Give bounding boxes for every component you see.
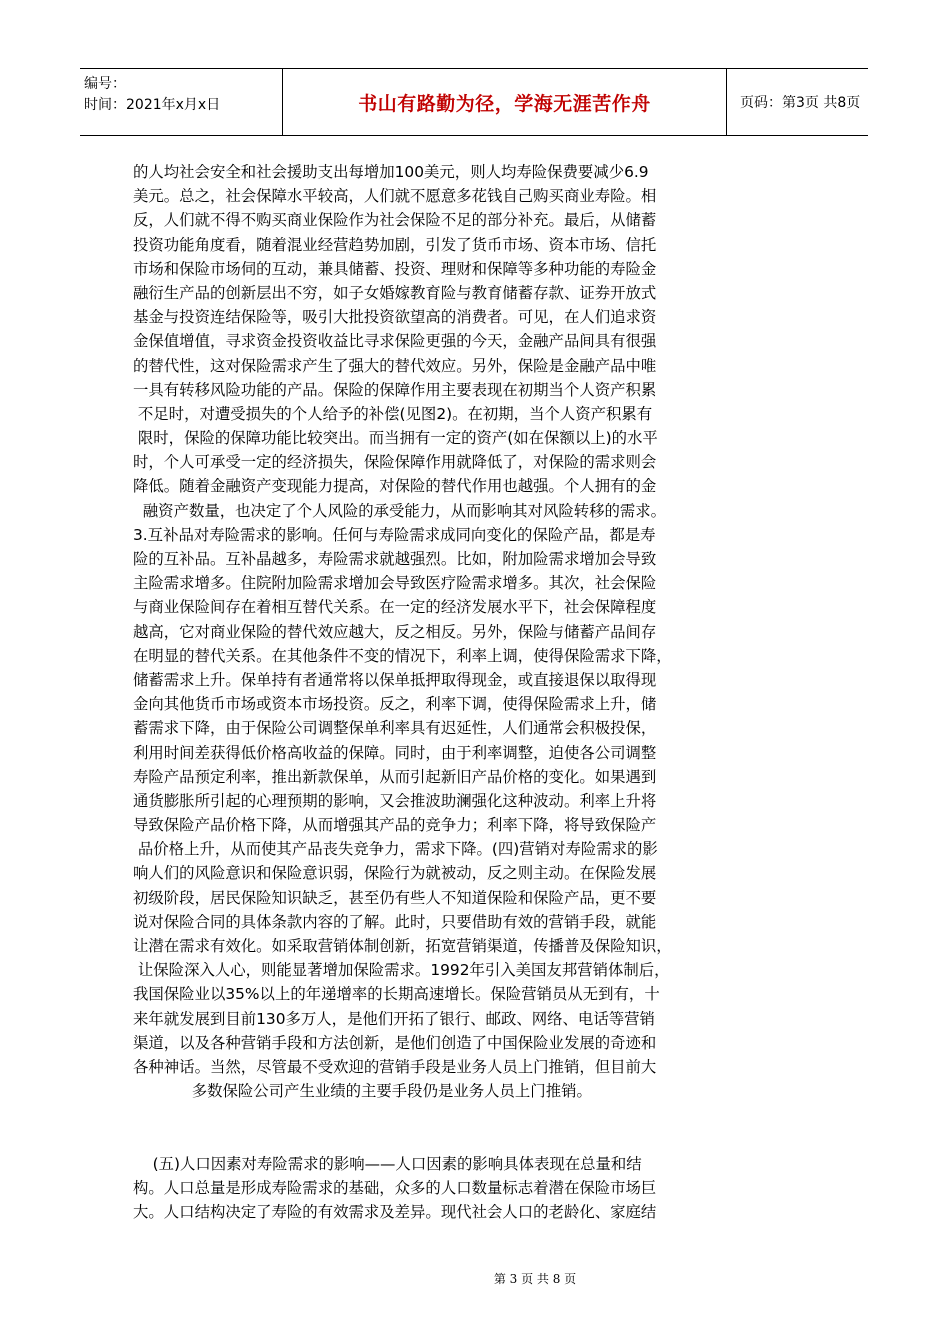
- document-number-label: 编号：: [84, 76, 126, 92]
- text-line: 美元。总之，社会保障水平较高，人们就不愿意多花钱自己购买商业寿险。相: [133, 187, 657, 206]
- text-line: 越高，它对商业保险的替代效应越大，反之相反。另外，保险与储蓄产品间存: [133, 622, 657, 641]
- text-line: 的替代性，这对保险需求产生了强大的替代效应。另外，保险是金融产品中唯: [133, 356, 657, 375]
- header-page-cell: [726, 69, 868, 135]
- text-line: 响人们的风险意识和保险意识弱，保险行为就被动，反之则主动。在保险发展: [133, 864, 657, 883]
- text-line: 融衍生产品的创新层出不穷，如子女婚嫁教育险与教育储蓄存款、证券开放式: [133, 283, 657, 302]
- text-line: 多数保险公司产生业绩的主要手段仍是业务人员上门推销。: [133, 1082, 592, 1101]
- text-line: 来年就发展到目前130多万人，是他们开拓了银行、邮政、网络、电话等营销: [133, 1009, 655, 1028]
- footer-page-number: 第 3 页 共 8 页: [493, 1272, 577, 1286]
- text-line: 时，个人可承受一定的经济损失，保险保障作用就降低了，对保险的需求则会: [133, 453, 657, 472]
- page-header: [80, 68, 868, 136]
- text-line: 融资产数量，也决定了个人风险的承受能力，从而影响其对风险转移的需求。: [133, 501, 667, 520]
- text-line: 基金与投资连结保险等，吸引大批投资欲望高的消费者。可见，在人们追求资: [133, 308, 657, 327]
- text-line: 主险需求增多。住院附加险需求增加会导致医疗险需求增多。其次，社会保险: [133, 574, 657, 593]
- text-line: 降低。随着金融资产变现能力提高，对保险的替代作用也越强。个人拥有的金: [133, 477, 657, 496]
- text-line: 让潜在需求有效化。如采取营销体制创新，拓宽营销渠道，传播普及保险知识，: [133, 937, 672, 955]
- text-line: 在明显的替代关系。在其他条件不变的情况下，利率上调，使得保险需求下降，: [133, 646, 672, 665]
- text-line: 金向其他货币市场或资本市场投资。反之，利率下调，使得保险需求上升，储: [133, 695, 657, 714]
- text-line: (五)人口因素对寿险需求的影响——人口因素的影响具体表现在总量和结: [133, 1155, 642, 1173]
- text-line: 各种神话。当然，尽管最不受欢迎的营销手段是业务人员上门推销，但目前大: [133, 1057, 657, 1076]
- body-paragraph-2: [133, 1152, 823, 1225]
- text-line: 我国保险业以35%以上的年递增率的长期高速增长。保险营销员从无到有，十: [133, 985, 660, 1004]
- text-line: 构。人口总量是形成寿险需求的基础，众多的人口数量标志着潜在保险市场巨: [133, 1179, 657, 1198]
- text-line: 不足时，对遭受损失的个人给予的补偿(见图2)。在初期，当个人资产积累有: [133, 404, 653, 423]
- text-line: 金保值增值，寻求资金投资收益比寻求保险更强的今天，金融产品间具有很强: [133, 332, 657, 351]
- text-line: 反，人们就不得不购买商业保险作为社会保险不足的部分补充。最后，从储蓄: [133, 211, 657, 230]
- text-line: 的人均社会安全和社会援助支出每增加100美元，则人均寿险保费要减少6.9: [133, 163, 649, 181]
- text-line: 导致保险产品价格下降，从而增强其产品的竞争力；利率下降，将导致保险产: [133, 816, 657, 835]
- text-line: 寿险产品预定利率，推出新款保单，从而引起新旧产品价格的变化。如果遇到: [133, 767, 657, 786]
- text-line: 市场和保险市场伺的互动，兼具储蓄、投资、理财和保障等多种功能的寿险金: [133, 259, 657, 278]
- text-line: 限时，保险的保障功能比较突出。而当拥有一定的资产(如在保额以上)的水平: [133, 429, 658, 448]
- text-line: 品价格上升，从而使其产品丧失竞争力，需求下降。(四)营销对寿险需求的影: [133, 840, 658, 859]
- text-line: 3.互补品对寿险需求的影响。任何与寿险需求成同向变化的保险产品，都是寿: [133, 525, 656, 544]
- text-line: 渠道，以及各种营销手段和方法创新，是他们创造了中国保险业发展的奇迹和: [133, 1033, 657, 1052]
- text-line: 说对保险合同的具体条款内容的了解。此时，只要借助有效的营销手段，就能: [133, 912, 657, 931]
- header-meta: [80, 69, 280, 135]
- page-footer: [0, 1270, 950, 1287]
- text-line: 与商业保险间存在着相互替代关系。在一定的经济发展水平下，社会保障程度: [133, 598, 657, 617]
- body-paragraph: [133, 160, 823, 1103]
- text-line: 投资功能角度看，随着混业经营趋势加剧，引发了货币市场、资本市场、信托: [133, 235, 657, 254]
- text-line: 通货膨胀所引起的心理预期的影响，又会推波助澜强化这种波动。利率上升将: [133, 791, 657, 810]
- text-line: 大。人口结构决定了寿险的有效需求及差异。现代社会人口的老龄化、家庭结: [133, 1203, 657, 1222]
- text-line: 一具有转移风险功能的产品。保险的保障作用主要表现在初期当个人资产积累: [133, 380, 657, 399]
- header-motto-cell: [282, 69, 727, 135]
- text-line: 让保险深入人心，则能显著增加保险需求。1992年引入美国友邦营销体制后，: [133, 961, 670, 980]
- text-line: 蓄需求下降，由于保险公司调整保单利率具有迟延性，人们通常会积极投保，: [133, 719, 657, 738]
- text-line: 初级阶段，居民保险知识缺乏，甚至仍有些人不知道保险和保险产品，更不要: [133, 888, 657, 907]
- text-line: 利用时间差获得低价格高收益的保障。同时，由于利率调整，迫使各公司调整: [133, 743, 657, 762]
- header-motto: 书山有路勤为径，学海无涯苦作舟: [358, 92, 651, 115]
- header-page-info: 页码：第3页 共8页: [740, 95, 861, 111]
- text-line: 险的互补品。互补晶越多，寿险需求就越强烈。比如，附加险需求增加会导致: [133, 550, 657, 568]
- text-line: 储蓄需求上升。保单持有者通常将以保单抵押取得现金，或直接退保以取得现: [133, 670, 657, 689]
- document-time-label: 时间：2021年x月x日: [84, 97, 221, 113]
